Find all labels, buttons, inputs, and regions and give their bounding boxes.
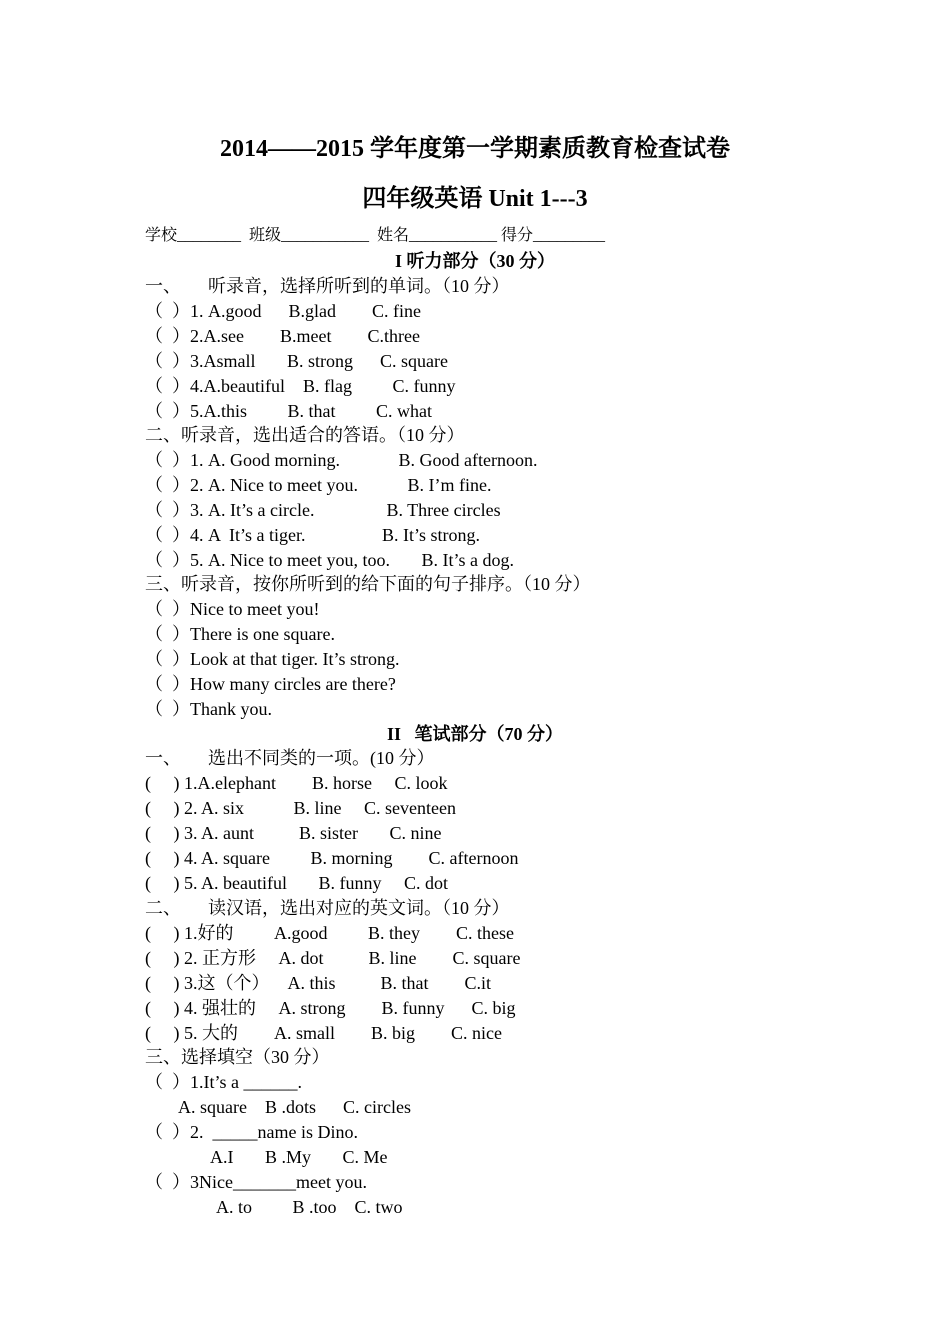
answer-options: A.I B .My C. Me [210, 1147, 388, 1167]
question-item: ( ) 5. A. beautiful B. funny C. dot [145, 873, 448, 893]
question-item: （ ）4. A It’s a tiger. B. It’s strong. [145, 525, 480, 545]
question-item: （ ）4.A.beautiful B. flag C. funny [145, 376, 456, 396]
question-item: （ ）5.A.this B. that C. what [145, 401, 432, 421]
answer-options: A. square B .dots C. circles [178, 1097, 411, 1117]
student-info-line: 学校________ 班级___________ 姓名___________ 得分_________ [145, 227, 606, 244]
written-section2-heading: 二、 读汉语，选出对应的英文词。（10 分） [145, 898, 510, 918]
section2-heading: 二、听录音，选出适合的答语。（10 分） [145, 425, 465, 445]
question-item: ( ) 2. A. six B. line C. seventeen [145, 798, 456, 818]
question-item: （ ）3.Asmall B. strong C. square [145, 351, 448, 371]
question-item: （ ）2. A. Nice to meet you. B. I’m fine. [145, 475, 492, 495]
part2-heading: II 笔试部分（70 分） [386, 724, 563, 744]
question-item: （ ）1.It’s a ______. [145, 1072, 302, 1092]
question-item: （ ）Look at that tiger. It’s strong. [145, 649, 400, 669]
part1-heading: I 听力部分（30 分） [394, 251, 555, 271]
answer-options: A. to B .too C. two [216, 1197, 403, 1217]
question-item: ( ) 1.A.elephant B. horse C. look [145, 773, 448, 793]
question-item: （ ）5. A. Nice to meet you, too. B. It’s a dog. [145, 550, 514, 570]
written-section3-heading: 三、选择填空（30 分） [145, 1047, 330, 1067]
section1-heading: 一、 听录音，选择所听到的单词。（10 分） [145, 276, 510, 296]
question-item: （ ）2. _____name is Dino. [145, 1122, 358, 1142]
written-section1-heading: 一、 选出不同类的一项。(10 分） [145, 748, 435, 768]
question-item: （ ）3Nice_______meet you. [145, 1172, 367, 1192]
question-item: ( ) 3. A. aunt B. sister C. nine [145, 823, 442, 843]
question-item: （ ）2.A.see B.meet C.three [145, 326, 420, 346]
question-item: ( ) 1.好的 A.good B. they C. these [145, 923, 514, 943]
section3-heading: 三、听录音，按你所听到的给下面的句子排序。（10 分） [145, 574, 591, 594]
exam-subtitle: 四年级英语 Unit 1---3 [362, 186, 588, 212]
question-item: （ ）1. A.good B.glad C. fine [145, 301, 421, 321]
question-item: （ ）Nice to meet you! [145, 599, 320, 619]
question-item: ( ) 5. 大的 A. small B. big C. nice [145, 1023, 502, 1043]
question-item: ( ) 3.这（个） A. this B. that C.it [145, 973, 491, 993]
question-item: ( ) 2. 正方形 A. dot B. line C. square [145, 948, 521, 968]
question-item: （ ）3. A. It’s a circle. B. Three circles [145, 500, 501, 520]
question-item: ( ) 4. 强壮的 A. strong B. funny C. big [145, 998, 516, 1018]
question-item: （ ）There is one square. [145, 624, 335, 644]
question-item: ( ) 4. A. square B. morning C. afternoon [145, 848, 519, 868]
question-item: （ ）How many circles are there? [145, 674, 396, 694]
exam-title: 2014——2015 学年度第一学期素质教育检查试卷 [220, 136, 730, 162]
question-item: （ ）1. A. Good morning. B. Good afternoon. [145, 450, 538, 470]
question-item: （ ）Thank you. [145, 699, 272, 719]
